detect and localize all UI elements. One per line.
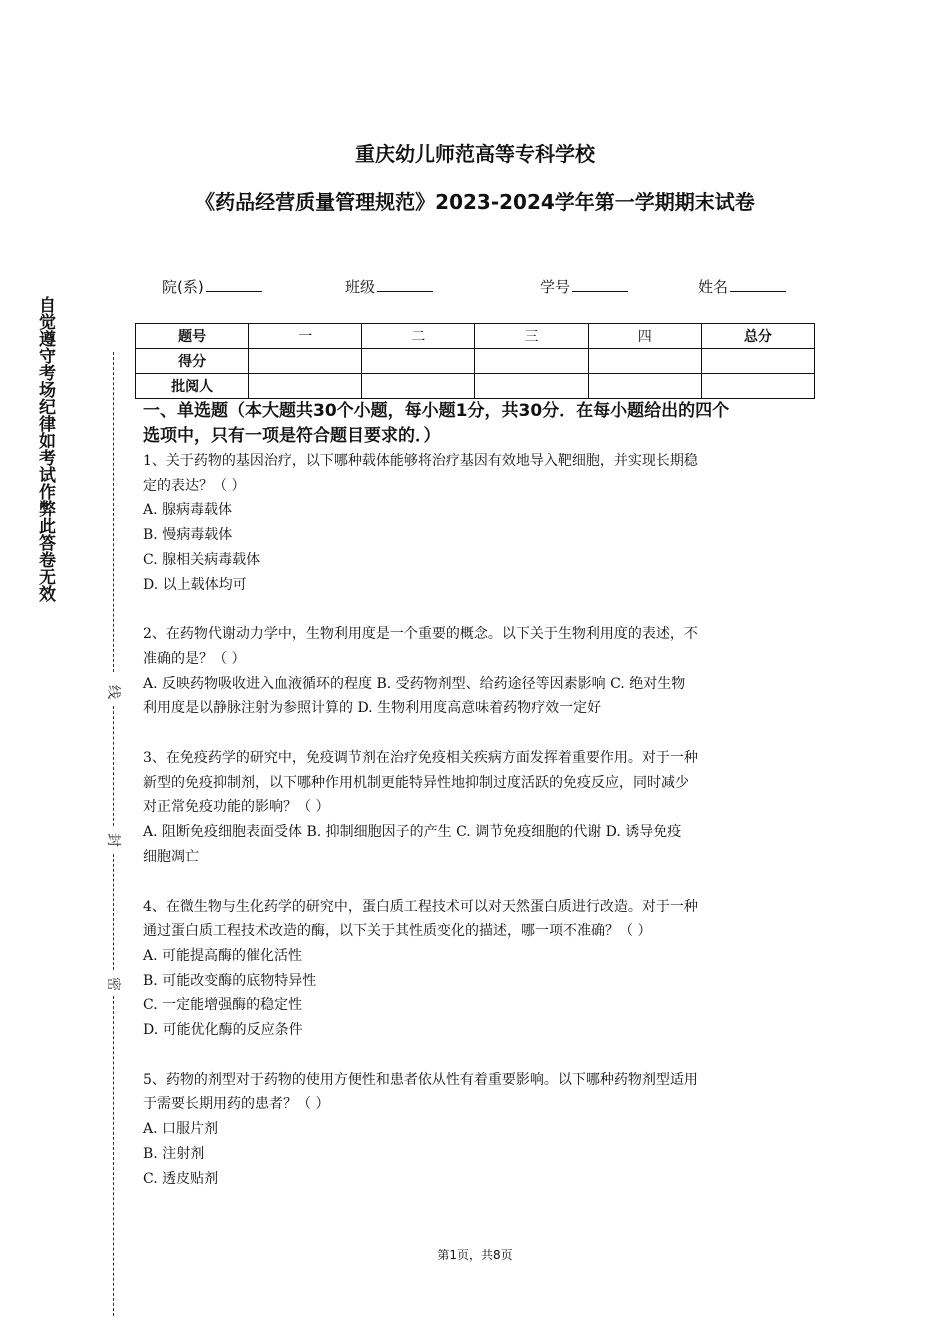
class-blank[interactable] (377, 277, 433, 292)
student-id-label: 学号 (540, 278, 571, 296)
question-stem: 定的表达？（ ） (143, 477, 246, 494)
grader-cell[interactable] (362, 374, 475, 399)
student-id-blank[interactable] (572, 277, 628, 292)
option-c[interactable]: C. 一定能增强酶的稳定性 (143, 997, 303, 1014)
grader-cell[interactable] (475, 374, 588, 399)
option-b[interactable]: B. 注射剂 (143, 1145, 205, 1162)
question-3 (143, 746, 815, 870)
row-label-question-number: 题号 (136, 324, 249, 349)
section-title: 选项中，只有一项是符合题目要求的．） (143, 426, 441, 446)
question-stem: 新型的免疫抑制剂，以下哪种作用机制更能特异性地抑制过度活跃的免疫反应，同时减少 (143, 774, 689, 791)
question-stem: 1、关于药物的基因治疗，以下哪种载体能够将治疗基因有效地导入靶细胞，并实现长期稳 (143, 453, 698, 469)
seal-dashed-line (113, 706, 114, 826)
question-stem: 对正常免疫功能的影响？（ ） (143, 799, 330, 816)
inline-options[interactable]: A. 阻断免疫细胞表面受体 B. 抑制细胞因子的产生 C. 调节免疫细胞的代谢 D. 诱导免疫 (143, 824, 682, 841)
score-cell[interactable] (362, 349, 475, 374)
class-field[interactable] (345, 276, 433, 297)
column-header: 二 (362, 324, 475, 349)
seal-dashed-line (113, 854, 114, 970)
exam-title: 《药品经营质量管理规范》2023-2024学年第一学期期末试卷 (195, 190, 755, 214)
option-b[interactable]: B. 慢病毒载体 (143, 527, 233, 544)
option-c[interactable]: C. 腺相关病毒载体 (143, 551, 261, 568)
score-table-header-row (136, 324, 815, 349)
seal-dashed-line (113, 352, 114, 672)
question-4 (143, 895, 815, 1043)
score-cell[interactable] (701, 349, 814, 374)
question-2 (143, 622, 815, 721)
option-d[interactable]: D. 可能优化酶的反应条件 (143, 1022, 303, 1039)
score-table (135, 323, 815, 399)
grader-cell[interactable] (588, 374, 701, 399)
option-a[interactable]: A. 可能提高酶的催化活性 (143, 947, 303, 964)
column-header: 一 (249, 324, 362, 349)
department-blank[interactable] (206, 277, 262, 292)
option-a[interactable]: A. 腺病毒载体 (143, 502, 233, 519)
grader-cell[interactable] (249, 374, 362, 399)
seal-mark-secret: 密 (105, 977, 121, 991)
option-d[interactable]: D. 以上载体均可 (143, 576, 247, 593)
score-row (136, 349, 815, 374)
question-stem: 于需要长期用药的患者？（ ） (143, 1096, 330, 1113)
question-stem: 3、在免疫药学的研究中，免疫调节剂在治疗免疫相关疾病方面发挥着重要作用。对于一种 (143, 750, 698, 767)
school-title: 重庆幼儿师范高等专科学校 (355, 142, 595, 166)
question-stem: 通过蛋白质工程技术改造的酶，以下关于其性质变化的描述，哪一项不准确？（ ） (143, 923, 652, 940)
grader-row (136, 374, 815, 399)
grader-cell[interactable] (701, 374, 814, 399)
row-label-grader: 批阅人 (136, 374, 249, 399)
question-stem: 准确的是？（ ） (143, 650, 246, 667)
column-header-total: 总分 (701, 324, 814, 349)
question-stem: 5、药物的剂型对于药物的使用方便性和患者依从性有着重要影响。以下哪种药物剂型适用 (143, 1071, 698, 1088)
class-label: 班级 (345, 278, 376, 296)
exam-content (143, 399, 815, 1191)
option-b[interactable]: B. 可能改变酶的底物特异性 (143, 972, 317, 989)
inline-options[interactable]: 细胞凋亡 (143, 848, 199, 865)
department-field[interactable] (162, 276, 262, 297)
question-1 (143, 449, 815, 597)
name-field[interactable] (698, 276, 786, 297)
option-c[interactable]: C. 透皮贴剂 (143, 1170, 219, 1187)
question-stem: 4、在微生物与生化药学的研究中，蛋白质工程技术可以对天然蛋白质进行改造。对于一种 (143, 898, 698, 915)
name-blank[interactable] (730, 277, 786, 292)
inline-options[interactable]: 利用度是以静脉注射为参照计算的 D. 生物利用度高意味着药物疗效一定好 (143, 700, 602, 717)
name-label: 姓名 (698, 278, 729, 296)
department-label: 院(系) (162, 278, 204, 296)
seal-mark-line: 线 (105, 685, 121, 699)
side-notice: 自觉遵守考场纪律如考试作弊此答卷无效 (35, 296, 55, 602)
inline-options[interactable]: A. 反映药物吸收进入血液循环的程度 B. 受药物剂型、给药途径等因素影响 C. 绝对生物 (143, 675, 686, 692)
question-stem: 2、在药物代谢动力学中，生物利用度是一个重要的概念。以下关于生物利用度的表述，不 (143, 626, 698, 643)
section-title: 一、单选题（本大题共30个小题，每小题1分，共30分．在每小题给出的四个 (143, 401, 730, 421)
option-a[interactable]: A. 口服片剂 (143, 1121, 219, 1138)
seal-dashed-line (113, 996, 114, 1316)
column-header: 四 (588, 324, 701, 349)
score-cell[interactable] (249, 349, 362, 374)
seal-mark-seal: 封 (105, 833, 121, 847)
row-label-score: 得分 (136, 349, 249, 374)
page-footer: 第1页，共8页 (437, 1248, 513, 1262)
column-header: 三 (475, 324, 588, 349)
student-id-field[interactable] (540, 276, 628, 297)
question-5 (143, 1068, 815, 1192)
score-cell[interactable] (588, 349, 701, 374)
score-cell[interactable] (475, 349, 588, 374)
